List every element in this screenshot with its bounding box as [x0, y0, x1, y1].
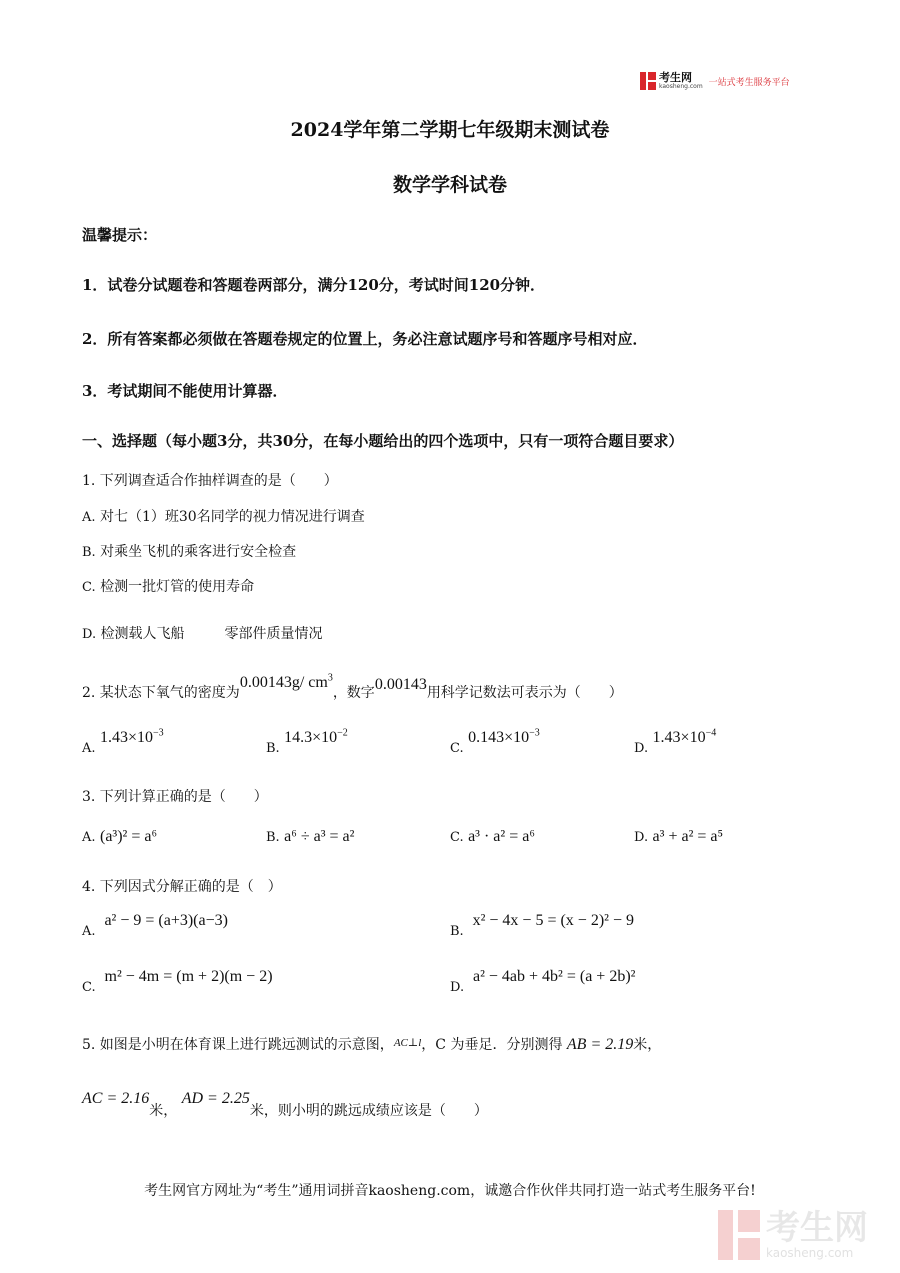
q2-option-c: C. $0.143\times 10^{-3}$	[450, 728, 540, 757]
q1-option-d: D. 检测载人飞船 零部件质量情况	[82, 626, 323, 642]
section-heading: 一、选择题（每小题3分，共30分，在每小题给出的四个选项中，只有一项符合题目要求）	[82, 432, 684, 450]
tips-heading: 温馨提示：	[82, 226, 158, 244]
watermark-logo	[718, 1210, 868, 1260]
logo-slogan: 一站式考生服务平台	[708, 77, 790, 88]
q3-option-b: B. a⁶ ÷ a³ = a²	[266, 828, 355, 845]
q4-option-b: B. x² − 4x − 5 = (x − 2)² − 9	[450, 912, 634, 939]
q4-option-d: D. a² − 4ab + 4b² = (a + 2b)²	[450, 968, 636, 995]
tip-item: 1．试卷分试题卷和答题卷两部分，满分120分，考试时间120分钟．	[82, 276, 546, 294]
question-2-stem: 2. 某状态下氧气的密度为0.00143g/ $cm^3$，数字0.00143用科学记数法可表示为（ ）	[82, 672, 623, 701]
watermark-icon	[718, 1210, 760, 1260]
header-logo	[640, 72, 790, 90]
question-4-stem: 4. 下列因式分解正确的是（ ）	[82, 879, 282, 895]
watermark-name: 考生网	[766, 1208, 868, 1248]
q3-option-c: C. a³ · a² = a⁶	[450, 828, 535, 845]
logo-domain: kaosheng.com	[659, 83, 703, 90]
tip-item: 3．考试期间不能使用计算器．	[82, 382, 288, 400]
q4-option-a: A. a² − 9 = (a+3)(a−3)	[82, 912, 228, 939]
footer-text: 考生网官方网址为“考生”通用词拼音kaosheng.com，诚邀合作伙伴共同打造一站式考生服务平台!	[144, 1183, 756, 1199]
q3-option-d: D. a³ + a² = a⁵	[634, 828, 724, 845]
subject-title: 数学学科试卷	[392, 174, 507, 196]
question-1-stem: 1. 下列调查适合作抽样调查的是（ ）	[82, 473, 338, 489]
q2-option-b: B. $14.3\times 10^{-2}$	[266, 728, 348, 757]
watermark-domain: kaosheng.com	[766, 1246, 854, 1260]
exam-title: 2024学年第二学期七年级期末测试卷	[290, 119, 610, 141]
q1-option-a: A. 对七（1）班30名同学的视力情况进行调查	[82, 509, 365, 525]
question-5-stem: 5. 如图是小明在体育课上进行跳远测试的示意图，$^{AC\perp l}$，C 为垂足．分别测得 AB = 2.19米，	[82, 1036, 662, 1053]
q2-option-a: A. $1.43\times 10^{-3}$	[82, 728, 164, 757]
q1-option-c: C. 检测一批灯管的使用寿命	[82, 579, 255, 595]
q1-option-b: B. 对乘坐飞机的乘客进行安全检查	[82, 544, 297, 560]
tip-item: 2．所有答案都必须做在答题卷规定的位置上，务必注意试题序号和答题序号相对应．	[82, 330, 648, 348]
q4-option-c: C. m² − 4m = (m + 2)(m − 2)	[82, 968, 273, 995]
logo-name: 考生网	[659, 71, 692, 84]
q2-option-d: D. $1.43\times 10^{-4}$	[634, 728, 717, 757]
q3-option-a: A. (a³)² = a⁶	[82, 828, 158, 845]
logo-icon	[640, 72, 656, 90]
question-5-measurements: AC = 2.16米， AD = 2.25米，则小明的跳远成绩应该是（ ）	[82, 1090, 488, 1119]
question-3-stem: 3. 下列计算正确的是（ ）	[82, 789, 268, 805]
